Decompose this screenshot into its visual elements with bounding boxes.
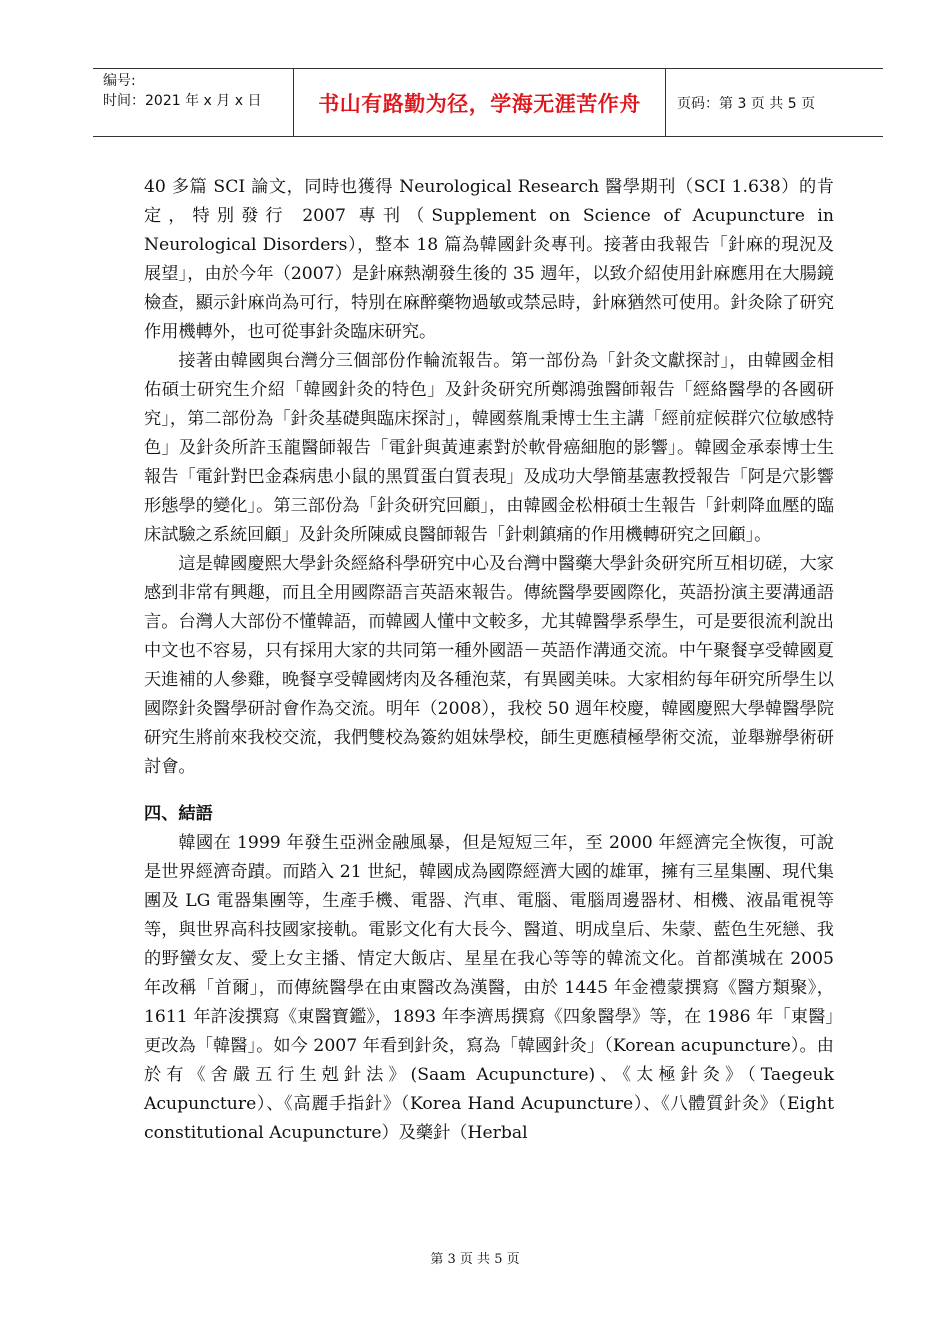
page-footer: 第 3 页 共 5 页 [430,1252,520,1267]
header-page-info: 页码：第 3 页 共 5 页 [677,95,816,112]
document-body [144,173,834,1148]
paragraph-3: 這是韓國慶熙大學針灸經絡科學研究中心及台灣中醫藥大學針灸研究所互相切磋，大家感到非常有興趣，而且全用國際語言英語來報告。傳統醫學要國際化，英語扮演主要溝通語言。台灣人大部份不懂韓語，而韓國人懂中文較多，尤其韓醫學系學生，可是要很流利說出中文也不容易，只有採用大家的共同第一種外國語－英語作溝通交流。中午聚餐享受韓國夏天進補的人參雞，晚餐享受韓國烤肉及各種泡菜，有異國美味。大家相約每年研究所學生以國際針灸醫學研討會作為交流。明年（2008），我校 50 週年校慶，韓國慶熙大學韓醫學院研究生將前來我校交流，我們雙校為簽約姐妹學校，師生更應積極學術交流，並舉辦學術研討會。 [144,554,834,777]
paragraph-2: 接著由韓國與台灣分三個部份作輪流報告。第一部份為「針灸文獻探討」，由韓國金相佑碩士研究生介紹「韓國針灸的特色」及針灸研究所鄭鴻強醫師報告「經絡醫學的各國研究」，第二部份為「針灸基礎與臨床探討」，韓國蔡胤秉博士生主講「經前症候群穴位敏感特色」及針灸所許玉龍醫師報告「電針與黃連素對於軟骨癌細胞的影響」。韓國金承泰博士生報告「電針對巴金森病患小鼠的黑質蛋白質表現」及成功大學簡基憲教授報告「阿是穴影響形態學的變化」。第三部份為「針灸研究回顧」，由韓國金松枏碩士生報告「針刺降血壓的臨床試驗之系統回顧」及針灸所陳威良醫師報告「針刺鎮痛的作用機轉研究之回顧」。 [144,351,834,545]
section-heading: 四、結語 [144,804,213,824]
header-motto: 书山有路勤为径，学海无涯苦作舟 [294,69,666,136]
header-meta [93,69,294,136]
number-label: 编号: [103,73,136,89]
conclusion-paragraph: 韓國在 1999 年發生亞洲金融風暴，但是短短三年，至 2000 年經濟完全恢復，可說是世界經濟奇蹟。而踏入 21 世紀，韓國成為國際經濟大國的雄軍，擁有三星集團、現代集團及 LG 電器集團等，生產手機、電器、汽車、電腦、電腦周邊器材、相機、液晶電視等等，與世界高科技國家接軌。電影文化有大長今、醫道、明成皇后、朱蒙、藍色生死戀、我的野蠻女友、愛上女主播、情定大飯店、星星在我心等等的韓流文化。首都漢城在 2005 年改稱「首爾」，而傳統醫學在由東醫改為漢醫，由於 1445 年金禮蒙撰寫《醫方類聚》，1611 年許浚撰寫《東醫寶鑑》，1893 年李濟馬撰寫《四象醫學》等，在 1986 年「東醫」更改為「韓醫」。如今 2007 年看到針灸，寫為「韓國針灸」（Korean acupuncture）。由於有《舍嚴五行生剋針法》(Saam Acupuncture)、《太極針灸》（Taegeuk Acupuncture）、《高麗手指針》（Korea Hand Acupuncture）、《八體質針灸》（Eight constitutional Acupuncture）及藥針（Herbal [144,833,834,1143]
time-label: 时间：2021 年 x 月 x 日 [103,93,262,109]
page-header [93,68,883,137]
paragraph-1: 40 多篇 SCI 論文，同時也獲得 Neurological Research 醫學期刊（SCI 1.638）的肯定，特別發行 2007 專刊（Supplement on Science of Acupuncture in Neurological Disorders），整本 18 篇為韓國針灸專刊。接著由我報告「針麻的現況及展望」，由於今年（2007）是針麻熱潮發生後的 35 週年，以致介紹使用針麻應用在大腸鏡檢查，顯示針麻尚為可行，特別在麻醉藥物過敏或禁忌時，針麻猶然可使用。針灸除了研究作用機轉外，也可從事針灸臨床研究。 [144,177,834,342]
